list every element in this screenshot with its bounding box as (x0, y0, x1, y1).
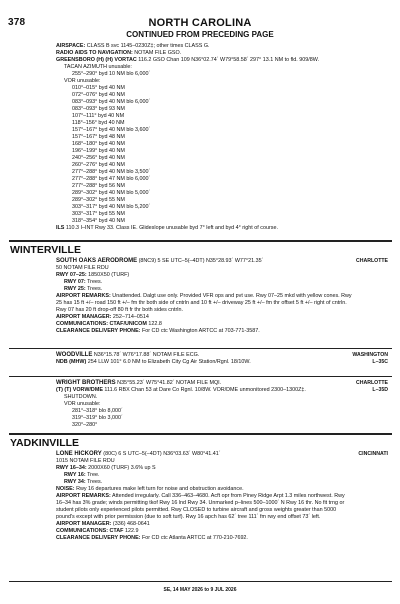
entry-line (56, 265, 354, 272)
entry-line (56, 57, 356, 64)
entry-text: 118°–156° byd 40 NM (72, 120, 125, 126)
entry-label: RWY 16: (64, 472, 86, 478)
airport-name: SOUTH OAKS AERODROME (56, 258, 138, 264)
entry-line (56, 472, 362, 479)
section-divider (9, 240, 392, 242)
entry-line (56, 328, 354, 335)
entry-line (56, 314, 354, 321)
entry-line (56, 394, 362, 401)
airport-entry-south-oaks (56, 258, 356, 335)
entry-line (56, 458, 354, 465)
entry-line (56, 50, 356, 57)
entry-line (56, 272, 354, 279)
entry-text: 277°–288° byd 47 NM blo 6,000´ (72, 176, 151, 182)
entry-text: 168°–180° byd 40 NM (72, 141, 125, 147)
entry-text: 318°–354° byd 40 NM (72, 218, 125, 224)
entry-text: 010°–015° byd 40 NM (72, 85, 125, 91)
effective-dates: SE, 14 MAY 2026 to 9 JUL 2026 (163, 587, 237, 593)
city-name: WINTERVILLE (10, 244, 81, 256)
entry-text: 111.6 RBX Chan 53 at Dare Co Rgnl. 10/8W. VOR/DME unmonitored 2300–1300Z‡. (102, 387, 306, 393)
entry-label: (T) (T) VORW/DME (56, 387, 103, 393)
footer-divider (9, 581, 392, 582)
entry-line (56, 218, 372, 225)
entry-divider (9, 348, 392, 349)
entry-line (56, 422, 370, 429)
entry-label: RWY 07–25: (56, 272, 87, 278)
entry-text: 116.2 GSO Chan 109 N36°02.74´ W79°58.58´ 297° 13.1 NM to fld. 909/8W. (136, 57, 320, 63)
entry-label: RWY 07: (64, 279, 86, 285)
entry-line (56, 493, 354, 521)
entry-label: RADIO AIDS TO NAVIGATION: (56, 50, 133, 56)
entry-label: ILS (56, 225, 65, 231)
entry-text: 252–714–0514 (111, 314, 149, 320)
entry-text: 50 NOTAM FILE RDU (56, 265, 109, 271)
entry-line (56, 415, 370, 422)
entry-text: 122.9 (123, 528, 139, 534)
airport-entry-woodville (56, 352, 356, 366)
airport-header (56, 352, 356, 359)
entry-line (56, 190, 372, 197)
entry-text: Unattended. Dalgt use only. Provided VFR ops and pvt use. Rwy 07–25 mkd with yellow cones. Rwy 25 has 15 ft +/– road 150 ft +/– fm thr both side of cntrln and 10 ft +/– driveway 25 ft +/– fm thr offset 5 ft +/– right of cntrln. Rwy 07 has 20 ft drop-off 80 ft fr thr both sides cntrln. (56, 293, 352, 313)
entry-text: 1850X50 (TURF) (86, 272, 130, 278)
entry-text: For CD ctc Washington ARTCC at 703-771-3587. (140, 328, 260, 334)
entry-label: CLEARANCE DELIVERY PHONE: (56, 535, 141, 541)
entry-line (56, 479, 362, 486)
entry-text: For CD ctc Atlanta ARTCC at 770-210-7692. (140, 535, 248, 541)
entry-line (56, 92, 372, 99)
entry-line (56, 106, 372, 113)
entry-label: AIRPORT REMARKS: (56, 493, 111, 499)
region-label: CHARLOTTE (356, 258, 388, 264)
airport-location: N35°55.23´ W75°41.82´ NOTAM FILE MQI. (115, 380, 222, 386)
entry-line (56, 528, 354, 535)
entry-divider (9, 376, 392, 377)
entry-text: 277°–288° byd 56 NM (72, 183, 125, 189)
entry-line (56, 197, 372, 204)
entry-line (56, 211, 372, 218)
entry-text: 2000X60 (TURF) 3.6% up S (86, 465, 156, 471)
continued-note: CONTINUED FROM PRECEDING PAGE (126, 30, 274, 39)
entry-line (56, 359, 354, 366)
entry-label: COMMUNICATIONS: CTAF (56, 528, 124, 534)
entry-text: 254 LLW 101° 6.0 NM to Elizabeth City Cg Air Station/Rgnl. 18/10W. (86, 359, 251, 365)
region-label (356, 380, 388, 394)
entry-text: 255°–290° byd 10 NM blo 6,000´ (72, 71, 151, 77)
entry-line (56, 408, 370, 415)
entry-text: VOR unusable: (64, 78, 101, 84)
entry-line (56, 321, 354, 328)
entry-line (56, 279, 362, 286)
entry-label: RWY 25: (64, 286, 86, 292)
city-name: YADKINVILLE (10, 437, 80, 449)
entry-line (56, 148, 372, 155)
entry-text: 289°–302° byd 55 NM (72, 197, 125, 203)
entry-text: SHUTDOWN. (64, 394, 98, 400)
entry-line (56, 183, 372, 190)
airport-name: LONE HICKORY (56, 451, 102, 457)
entry-line (56, 535, 354, 542)
entry-text: 157°–167° byd 40 NM blo 3,600´ (72, 127, 151, 133)
airport-header (56, 258, 356, 265)
entry-line (56, 225, 356, 232)
entry-text: 157°–167° byd 48 NM (72, 134, 125, 140)
entry-line (56, 43, 356, 50)
entry-text: 281°–318° blo 8,000´ (72, 408, 123, 414)
entry-text: 260°–276° byd 40 NM (72, 162, 125, 168)
entry-line (56, 169, 372, 176)
airport-header (56, 451, 356, 458)
state-title: NORTH CAROLINA (148, 17, 252, 29)
entry-text: 083°–093° byd 93 NM (72, 106, 125, 112)
entry-line (56, 155, 372, 162)
entry-line (56, 176, 372, 183)
entry-line (56, 204, 372, 211)
region-label: CINCINNATI (358, 451, 388, 457)
entry-label: NOISE: (56, 486, 75, 492)
entry-text: (336) 468-0641 (111, 521, 150, 527)
entry-line (56, 401, 362, 408)
airport-location: (8NC9) 5 SE UTC–5(–4DT) N35°28.93´ W77°21.35´ (137, 258, 264, 264)
entry-line (56, 78, 364, 85)
entry-text: 320°–280° (72, 422, 98, 428)
entry-text: 303°–317° byd 55 NM (72, 211, 125, 217)
entry-label: GREENSBORO (H) (H) VORTAC (56, 57, 137, 63)
airport-location: (80C) 6 S UTC–5(–4DT) N36°03.63´ W80°41.41´ (101, 451, 221, 457)
entry-label: NDB (MHW) (56, 359, 87, 365)
page-number: 378 (8, 17, 26, 28)
entry-line (56, 127, 372, 134)
continued-entry (56, 43, 356, 232)
entry-line (56, 85, 372, 92)
entry-label: AIRPORT MANAGER: (56, 521, 112, 527)
region-name: WASHINGTON (352, 352, 388, 358)
entry-line (56, 120, 372, 127)
entry-line (56, 113, 372, 120)
entry-text: 110.3 I–INT Rwy 33. Class IE. Glideslope unusable byd 7° left and byd 4° right of course. (64, 225, 278, 231)
entry-line (56, 286, 362, 293)
airport-name: WOODVILLE (56, 352, 93, 358)
entry-text: 196°–199° byd 40 NM (72, 148, 125, 154)
entry-label: CLEARANCE DELIVERY PHONE: (56, 328, 141, 334)
airport-entry-lone-hickory (56, 451, 356, 542)
entry-label: AIRPORT REMARKS: (56, 293, 111, 299)
region-name: CHARLOTTE (356, 380, 388, 386)
airport-header (56, 380, 356, 387)
entry-label: RWY 16–34: (56, 465, 87, 471)
entry-text: Trees. (85, 286, 103, 292)
entry-text: 319°–319° blo 3,000´ (72, 415, 123, 421)
entry-text: CLASS B svc 1145–0230Z‡; other times CLASS G. (85, 43, 210, 49)
region-label (352, 352, 388, 366)
entry-text: Rwy 16 departures make left turn for noise and obstruction avoidance. (74, 486, 244, 492)
entry-label: AIRSPACE: (56, 43, 86, 49)
entry-text: VOR unusable: (64, 401, 101, 407)
entry-text: 072°–076° byd 40 NM (72, 92, 125, 98)
entry-line (56, 71, 372, 78)
entry-line (56, 162, 372, 169)
entry-text: 289°–302° byd 40 NM blo 5,000´ (72, 190, 151, 196)
airport-entry-wright-brothers (56, 380, 356, 429)
entry-text: Trees. (85, 479, 103, 485)
entry-text: Tree. (85, 472, 100, 478)
entry-line (56, 99, 372, 106)
chart-code: L–35C (372, 359, 388, 365)
entry-text: 122.8 (146, 321, 162, 327)
entry-line (56, 134, 372, 141)
entry-text: 1015 NOTAM FILE RDU (56, 458, 115, 464)
entry-text: Attended irregularly. Call 336–463–4680. Acft opr from Piney Ridge Arpt 1.3 miles northwest. Rwy 16–34 has 3% grade; winds permitting tkof Rwy 16 lnd Rwy 34. Unmarked p–lines 500–1000´ N Rwy 16 thr. No fit trng or student pilots only experienced pilots permitted. Rwy CLOSED to turbine aircraft and gross weights greater than 5000 pound's except with prior permission (due to soft turf). Rwy 16 apch has 62´ tree 111´ fm rwy end offset 73´ left. (56, 493, 345, 520)
entry-text: TACAN AZIMUTH unusable: (64, 64, 132, 70)
entry-text: NOTAM FILE GSO. (132, 50, 182, 56)
entry-line (56, 465, 354, 472)
entry-line (56, 141, 372, 148)
entry-label: AIRPORT MANAGER: (56, 314, 112, 320)
entry-text: 277°–288° byd 40 NM blo 3,500´ (72, 169, 151, 175)
entry-text: 083°–093° byd 40 NM blo 6,000´ (72, 99, 151, 105)
entry-text: 303°–317° byd 40 NM blo 5,200´ (72, 204, 151, 210)
entry-line (56, 521, 354, 528)
entry-line (56, 387, 354, 394)
section-divider (9, 433, 392, 435)
entry-text: Trees. (85, 279, 103, 285)
entry-label: RWY 34: (64, 479, 86, 485)
airport-name: WRIGHT BROTHERS (56, 380, 116, 386)
entry-label: COMMUNICATIONS: CTAF/UNICOM (56, 321, 147, 327)
airport-location: N36°15.78´ W76°17.88´ NOTAM FILE ECG. (92, 352, 200, 358)
entry-line (56, 64, 364, 71)
entry-line (56, 486, 354, 493)
entry-line (56, 293, 354, 314)
entry-text: 107°–111° byd 40 NM (72, 113, 125, 119)
chart-code: L–35D (372, 387, 388, 393)
entry-text: 240°–256° byd 40 NM (72, 155, 125, 161)
